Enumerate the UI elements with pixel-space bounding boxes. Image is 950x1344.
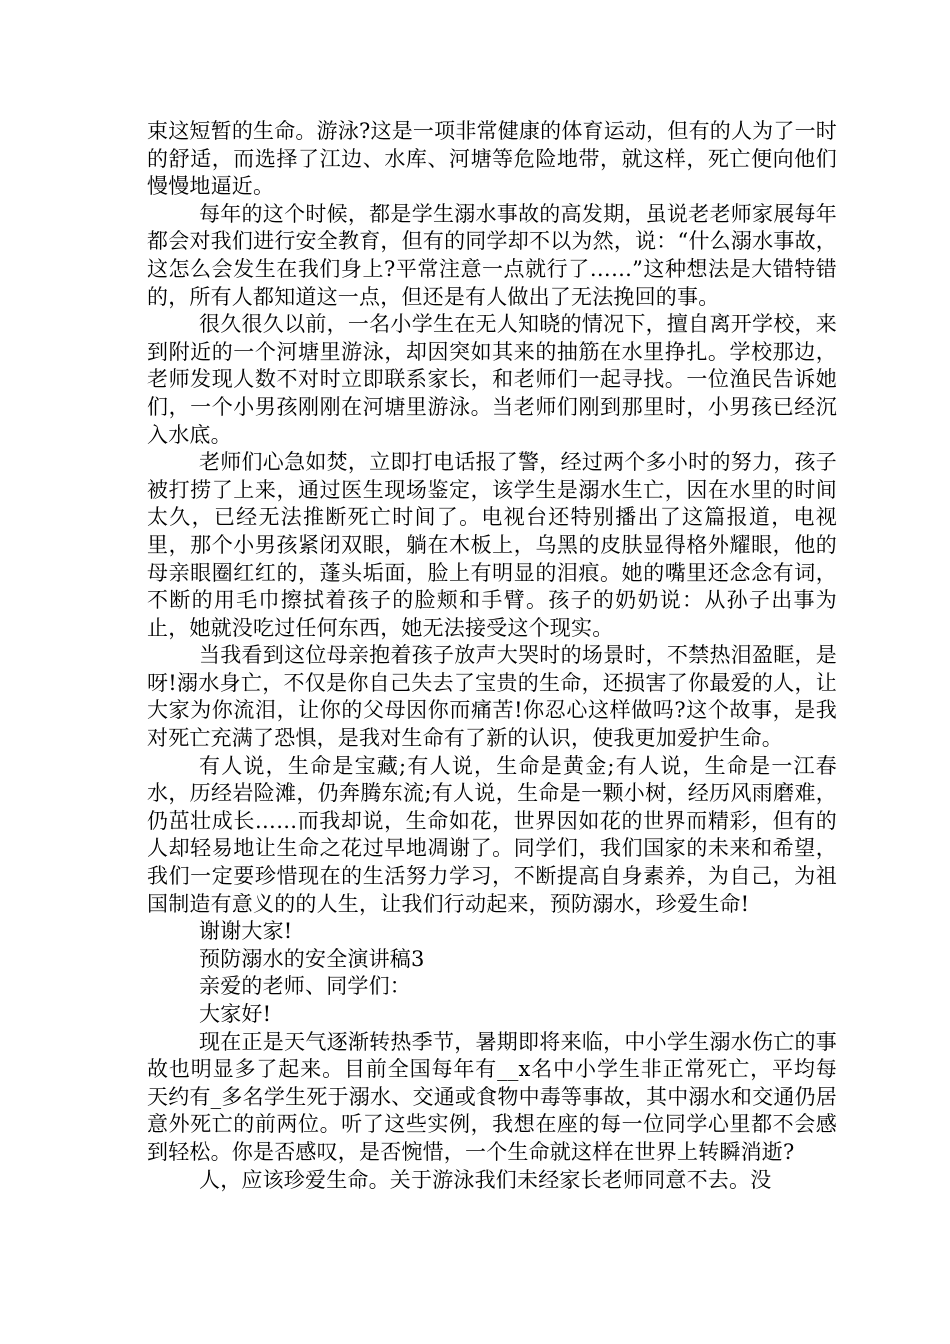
document-body — [147, 118, 837, 1194]
greeting: 大家好! — [199, 1002, 272, 1026]
paragraph: 很久很久以前，一名小学生在无人知晓的情况下，擅自离开学校，来到附近的一个河塘里游泳，却因突如其来的抽筋在水里挣扎。学校那边，老师发现人数不对时立即联系家长，和老师们一起寻找。一位渔民告诉她们，一个小男孩刚刚在河塘里游泳。当老师们刚到那里时，小男孩已经沉入水底。 — [147, 312, 837, 447]
paragraph: 有人说，生命是宝藏;有人说，生命是黄金;有人说，生命是一江春水，历经岩险滩，仍奔腾东流;有人说，生命是一颗小树，经历风雨磨难，仍茁壮成长……而我却说，生命如花，世界因如花的世界而精彩，但有的人却轻易地让生命之花过早地凋谢了。同学们，我们国家的未来和希望，我们一定要珍惜现在的生活努力学习，不断提高自身素养，为自己，为祖国制造有意义的的人生，让我们行动起来，预防溺水，珍爱生命! — [147, 753, 837, 916]
paragraph: 束这短暂的生命。游泳?这是一项非常健康的体育运动，但有的人为了一时的舒适，而选择了江边、水库、河塘等危险地带，就这样，死亡便向他们慢慢地逼近。 — [147, 119, 837, 199]
paragraph: 当我看到这位母亲抱着孩子放声大哭时的场景时，不禁热泪盈眶，是呀!溺水身亡，不仅是你自己失去了宝贵的生命，还损害了你最爱的人，让大家为你流泪，让你的父母因你而痛苦!你忍心这样做吗?这个故事，是我对死亡充满了恐惧，是我对生命有了新的认识，使我更加爱护生命。 — [147, 643, 837, 751]
section-title: 预防溺水的安全演讲稿3 — [199, 946, 425, 971]
paragraph: 现在正是天气逐渐转热季节，暑期即将来临，中小学生溺水伤亡的事故也明显多了起来。目前全国每年有__x名中小学生非正常死亡，平均每天约有_多名学生死于溺水、交通或食物中毒等事故，其中溺水和交通仍居意外死亡的前两位。听了这些实例，我想在座的每一位同学心里都不会感到轻松。你是否感叹，是否惋惜，一个生命就这样在世界上转瞬消逝? — [147, 1029, 837, 1164]
paragraph: 每年的这个时候，都是学生溺水事故的高发期，虽说老老师家展每年都会对我们进行安全教育，但有的同学却不以为然，说：“什么溺水事故，这怎么会发生在我们身上?平常注意一点就行了……”这种想法是大错特错的，所有人都知道这一点，但还是有人做出了无法挽回的事。 — [147, 201, 837, 309]
salutation: 亲爱的老师、同学们： — [199, 974, 411, 999]
paragraph: 人，应该珍爱生命。关于游泳我们未经家长老师同意不去。没 — [199, 1167, 772, 1192]
closing-line: 谢谢大家! — [199, 919, 293, 944]
paragraph: 老师们心急如焚，立即打电话报了警，经过两个多小时的努力，孩子被打捞了上来，通过医生现场鉴定，该学生是溺水生亡，因在水里的时间太久，已经无法推断死亡时间了。电视台还特别播出了这篇报道，电视里，那个小男孩紧闭双眼，躺在木板上，乌黑的皮肤显得格外耀眼，他的母亲眼圈红红的，蓬头垢面，脸上有明显的泪痕。她的嘴里还念念有词，不断的用毛巾擦拭着孩子的脸颊和手臂。孩子的奶奶说：从孙子出事为止，她就没吃过任何东西，她无法接受这个现实。 — [147, 450, 837, 640]
